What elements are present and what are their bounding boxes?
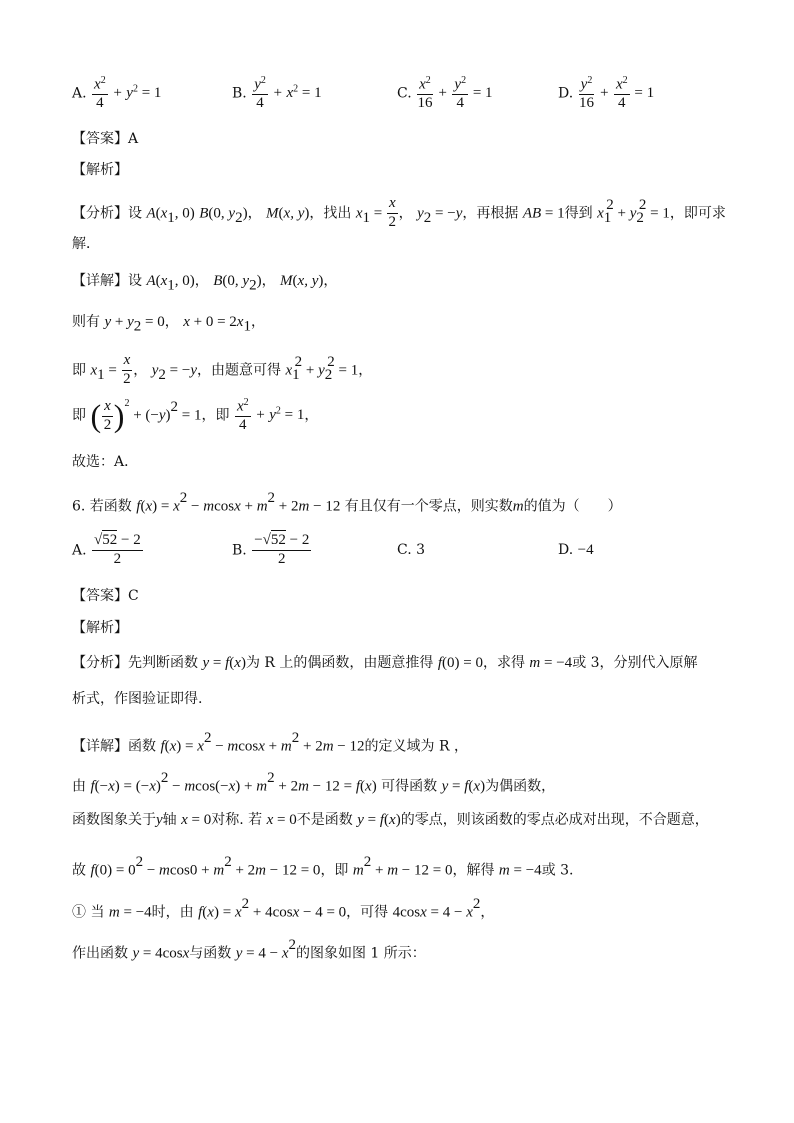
text: ， — [261, 273, 276, 289]
text: 故 — [72, 862, 86, 879]
q6-stem: 6. 若函数 $f(x) = x^2 - mcosx + m^2 + 2m - 12$ 有且仅有一个零点，则实数m的值为（ ） — [72, 490, 622, 515]
text: ，求得 — [482, 655, 525, 671]
q6-line-6: 作出函数 y = 4cosx与函数 $y = 4 - x^2$的图象如图 1 所示： — [72, 937, 426, 962]
q5-line-3: 即 $x_1$ = $\frac{x}{2}$ ， $y_2 = -y$，由题意可得 $x_1^2 + y_2^2 = 1$， — [72, 352, 373, 387]
q5-line-4: 即 ( $\frac{x}{2}$ )$^2 + (-y)^2 = 1$，即 $\frac{x^2}{4}$ + $y^2 = 1$， — [72, 397, 319, 434]
text: 则有 — [72, 314, 100, 330]
option-rhs: = 1 — [472, 85, 493, 102]
text: 为 R 上的偶函数，由题意推得 — [245, 655, 434, 671]
q6-analysis-tag: 【解析】 — [72, 620, 128, 636]
text: 即 — [72, 407, 86, 424]
text: ，解得 — [452, 862, 495, 879]
text: ， — [398, 205, 413, 222]
option-label: A. — [72, 542, 87, 559]
option-label: D. — [558, 85, 574, 102]
option-label: D. — [558, 542, 574, 558]
text: 设 — [128, 205, 142, 222]
q6-option-a: A. $\frac{√52 - 2}{2}$ — [72, 532, 141, 567]
q5-option-d: D. $\frac{y^2}{16}$ + $\frac{x^2}{4}$ = 1 — [558, 75, 655, 112]
q6-option-d — [558, 542, 594, 559]
text: 对称. 若 — [211, 812, 263, 828]
text: 作出函数 — [72, 945, 128, 962]
text: 与函数 — [189, 945, 232, 962]
q6-line-5: ① 当 m = −4时，由 $f(x) = x^2 + 4\cos x - 4 = 0$，可得 $4\cos x = 4 - x^2$， — [72, 896, 495, 921]
q5-analysis-tag: 【解析】 — [72, 162, 128, 178]
text: ，即可求 — [669, 205, 726, 222]
text: ， — [250, 314, 265, 330]
q5-fenxi-line: 【分析】设 $A(x_1$, 0) B(0, $y_2$)， M(x, y)，找出 $x_1$ = $\frac{x}{2}$ ， $y_2 = -y$，再根据 AB = 1得到 $x_1^2 + y_2^2 = 1$，即可求 — [72, 195, 726, 230]
text: 的图象如图 1 所示： — [295, 945, 426, 962]
text: ，即 — [201, 407, 230, 424]
text: 的定义域为 R ， — [364, 738, 468, 755]
text: 的零点，则该函数的零点必成对出现，不合题意， — [400, 812, 709, 828]
option-label: C. — [397, 85, 412, 102]
text: 即 — [72, 362, 86, 379]
text: ， — [194, 273, 209, 289]
answer-tag: 【答案】 — [72, 131, 128, 147]
answer-tag: 【答案】 — [72, 588, 128, 604]
option-label: A. — [72, 85, 87, 102]
q5-conclusion: 故选：A． — [72, 454, 139, 470]
q5-fenxi-cont: 解． — [72, 236, 100, 252]
text: 先判断函数 — [128, 655, 198, 671]
q6-line-3: 函数图象关于y轴 x = 0对称. 若 x = 0不是函数 y = f(x)的零点，则该函数的零点必成对出现，不合题意， — [72, 812, 709, 828]
option-rhs: = 1 — [301, 85, 322, 102]
text: 为偶函数， — [485, 778, 556, 795]
xiangjie-tag: 【详解】 — [72, 273, 128, 289]
option-label: B. — [232, 85, 247, 102]
text: ① 当 — [72, 904, 105, 921]
text: ， — [247, 205, 262, 222]
q6-answer — [72, 589, 139, 603]
text: ，由题意可得 — [196, 362, 281, 379]
answer-value: A — [128, 131, 139, 147]
text: ， — [164, 314, 179, 330]
option-rhs: = 1 — [634, 85, 655, 102]
text: ， — [480, 904, 495, 921]
text: ， — [358, 362, 373, 379]
text: ， — [304, 407, 319, 424]
text: 或 3，分别代入原解 — [572, 655, 698, 671]
q5-option-c: C. $\frac{x^2}{16}$ + $\frac{y^2}{4}$ = 1 — [397, 75, 493, 112]
q5-option-b: B. $\frac{y^2}{4}$ + $x^2 = 1$ — [232, 75, 322, 112]
text: 轴 — [162, 812, 177, 828]
text: 得到 — [564, 205, 593, 222]
fenxi-tag: 【分析】 — [72, 205, 128, 222]
option-rhs: = 1 — [141, 85, 162, 102]
q6-line-4: 故 $f(0) = 0^2 - mcos0 + m^2 + 2m - 12 = 0$，即 $m^2 + m - 12 = 0$，解得 m = −4或 3. — [72, 854, 574, 879]
answer-value: C — [128, 588, 139, 604]
text: ，再根据 — [462, 205, 519, 222]
text: 可得函数 — [381, 778, 438, 795]
text: 6. 若函数 — [72, 498, 132, 515]
q6-fenxi-line: 【分析】先判断函数 y = f(x)为 R 上的偶函数，由题意推得 f(0) = 0，求得 m = −4或 3，分别代入原解 — [72, 655, 698, 671]
xiangjie-tag: 【详解】 — [72, 738, 128, 755]
text: 设 — [128, 273, 142, 289]
q6-option-c: C. 3 — [397, 542, 426, 558]
option-label: B. — [232, 542, 247, 559]
text: ，可得 — [346, 904, 389, 921]
text: 函数 — [128, 738, 156, 755]
q6-option-b: B. $\frac{-√52 - 2}{2}$ — [232, 532, 310, 567]
text: 不是函数 — [296, 812, 353, 828]
q6-xiangjie-line: 【详解】函数 $f(x) = x^2 - mcosx + m^2 + 2m - 12$的定义域为 R ， — [72, 730, 468, 755]
q5-option-a: A. $\frac{x^2}{4}$ + $y^2 = 1$ — [72, 75, 162, 112]
q5-xiangjie-line: 【详解】设 $A(x_1$, 0)， B(0, $y_2$)， M(x, y)， — [72, 273, 338, 294]
option-value: −4 — [577, 542, 594, 558]
text: 的值为（ ） — [523, 498, 622, 515]
text: 有且仅有一个零点，则实数 — [344, 498, 513, 515]
q6-line-2: 由 $f(-x) = (-x)^2 - mcos(-x) + m^2 + 2m - 12 = f(x)$ 可得函数 y = f(x)为偶函数， — [72, 770, 556, 795]
q5-line-2: 则有 $y + y_2 = 0$， $x + 0 = 2x_1$， — [72, 314, 265, 335]
text: ，找出 — [309, 205, 352, 222]
text: ，即 — [320, 862, 349, 879]
q5-answer — [72, 132, 138, 146]
q6-fenxi-cont: 析式，作图验证即得. — [72, 691, 203, 707]
text: 函数图象关于 — [72, 812, 156, 828]
text: 时，由 — [151, 904, 194, 921]
text: ， — [323, 273, 338, 289]
text: 或 3. — [541, 862, 574, 879]
text: 由 — [72, 778, 86, 795]
text: ， — [133, 362, 148, 379]
fenxi-tag: 【分析】 — [72, 655, 128, 671]
